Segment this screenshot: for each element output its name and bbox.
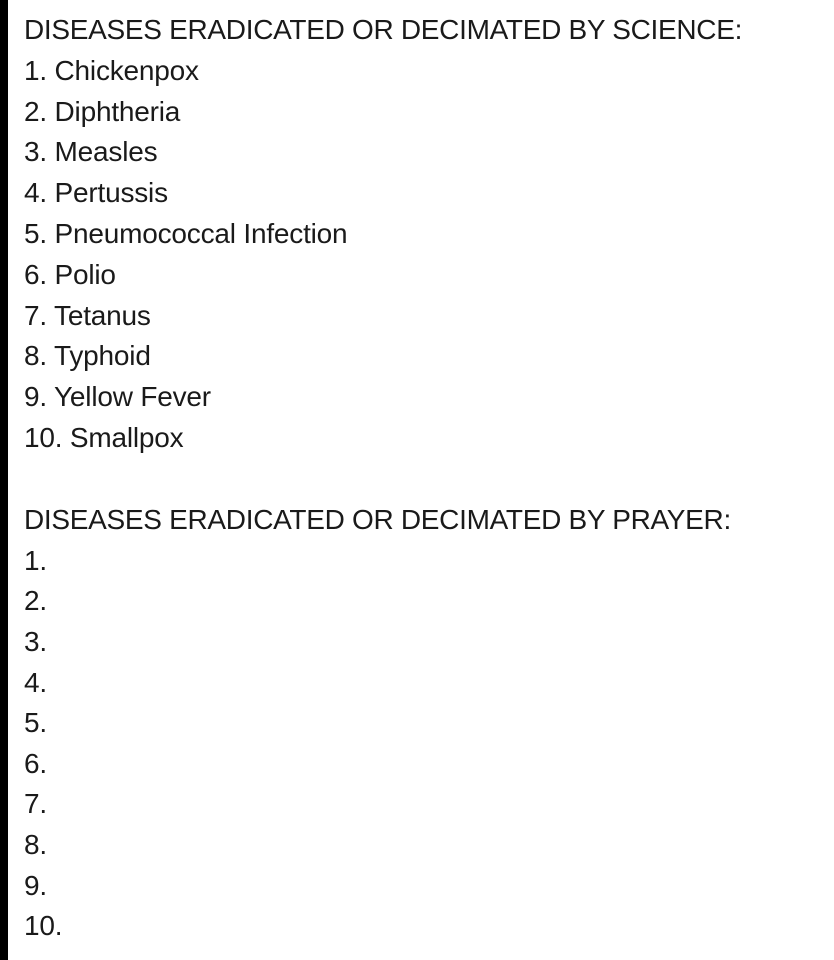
list-item: 5. <box>24 707 47 739</box>
science-heading: DISEASES ERADICATED OR DECIMATED BY SCIENCE: <box>24 14 743 45</box>
list-item: 6. Polio <box>24 258 116 290</box>
list-item: 8. Typhoid <box>24 340 151 372</box>
list-item: 3. Measles <box>24 136 158 168</box>
list-item: 9. <box>24 869 47 901</box>
list-item: 2. Diphtheria <box>24 95 181 127</box>
prayer-disease-list <box>24 541 834 947</box>
prayer-heading: DISEASES ERADICATED OR DECIMATED BY PRAYER: <box>24 504 731 535</box>
list-item: 4. Pertussis <box>24 177 168 209</box>
list-item: 1. <box>24 544 47 576</box>
list-item: 7. Tetanus <box>24 299 151 331</box>
list-item: 9. Yellow Fever <box>24 381 211 413</box>
science-disease-list <box>24 51 834 459</box>
list-item: 8. <box>24 828 47 860</box>
list-item: 10. Smallpox <box>24 421 184 453</box>
science-section <box>24 10 834 459</box>
list-item: 5. Pneumococcal Infection <box>24 217 348 249</box>
list-item: 7. <box>24 788 47 820</box>
list-item: 6. <box>24 747 47 779</box>
list-item: 10. <box>24 910 63 942</box>
document-page <box>8 0 834 960</box>
list-item: 3. <box>24 625 47 657</box>
prayer-section <box>24 500 834 947</box>
list-item: 2. <box>24 585 47 617</box>
list-item: 1. Chickenpox <box>24 54 199 86</box>
list-item: 4. <box>24 666 47 698</box>
